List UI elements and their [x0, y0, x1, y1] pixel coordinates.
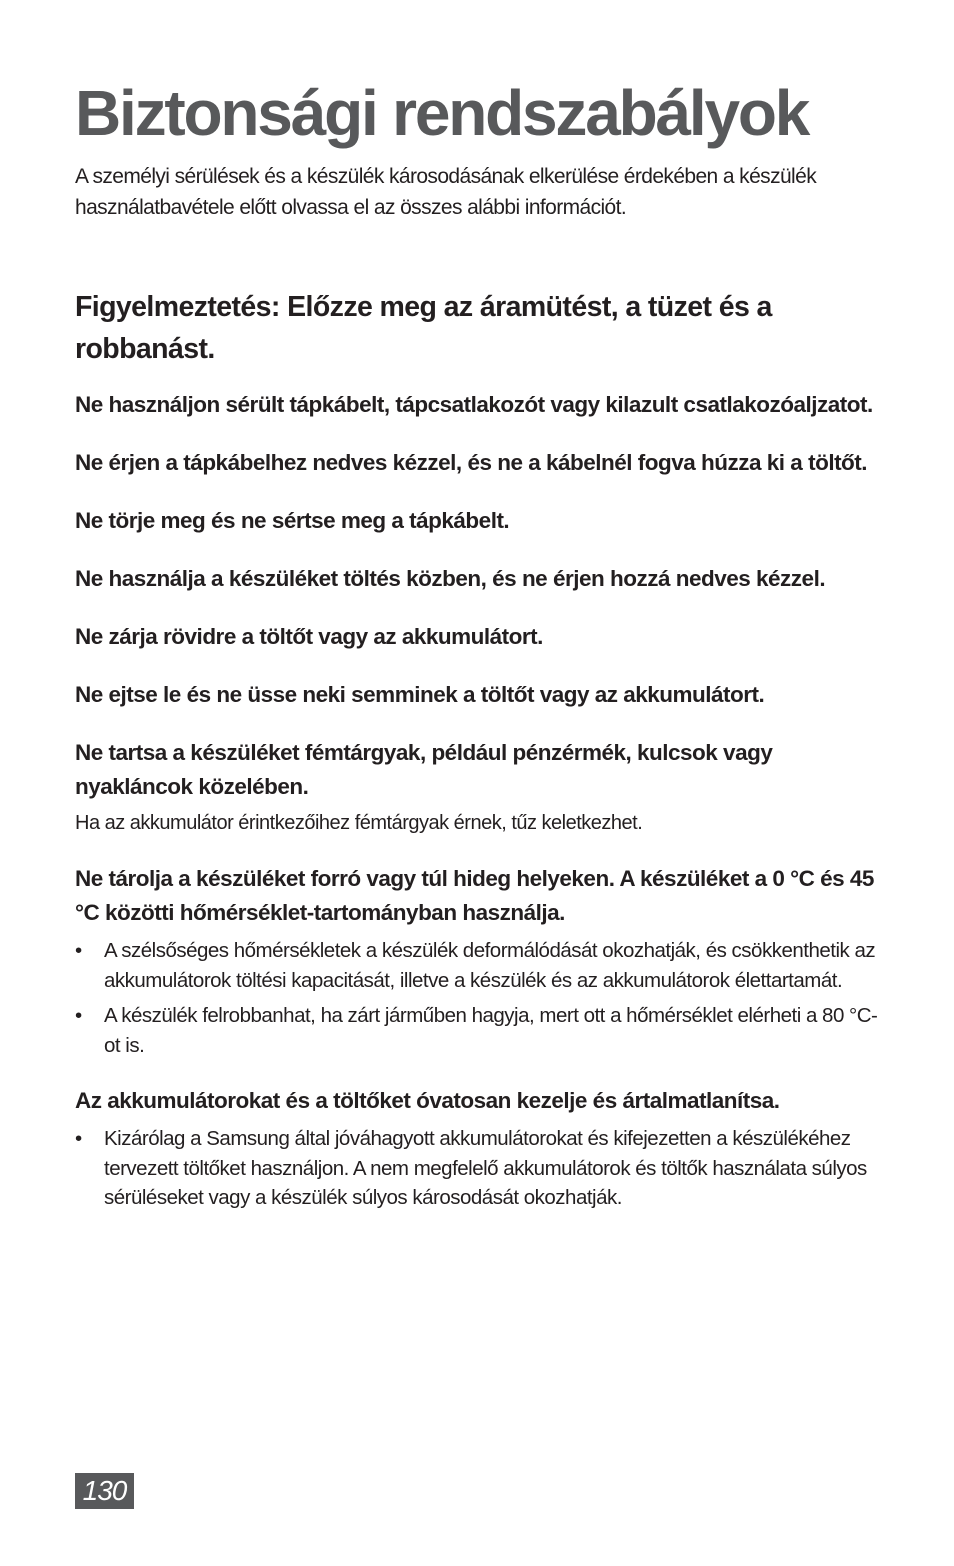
- section-heading: Figyelmeztetés: Előzze meg az áramütést, a tüzet és a robbanást.: [75, 291, 772, 365]
- rule-title: Ne tárolja a készüléket forró vagy túl hideg helyeken. A készüléket a 0 °C és 45 °C közötti hőmérséklet-tartományban használja.: [75, 866, 874, 925]
- rule-item: [75, 388, 885, 422]
- bullet-text: A készülék felrobbanhat, ha zárt járműben hagyja, mert ott a hőmérséklet elérheti a 80 °C-ot is.: [104, 1004, 878, 1057]
- rule-item: [75, 620, 885, 654]
- rule-item: [75, 504, 885, 538]
- rule-item: [75, 678, 885, 712]
- rules-list: [75, 388, 885, 1219]
- rule-title: Az akkumulátorokat és a töltőket óvatosan kezelje és ártalmatlanítsa.: [75, 1088, 780, 1113]
- rule-item: [75, 736, 885, 838]
- rule-item: [75, 862, 885, 1060]
- page-title: Biztonsági rendszabályok: [75, 77, 809, 149]
- bullet-item: [75, 1001, 885, 1060]
- rule-title: Ne zárja rövidre a töltőt vagy az akkumulátort.: [75, 624, 543, 649]
- rule-note: Ha az akkumulátor érintkezőihez fémtárgyak érnek, tűz keletkezhet.: [75, 812, 643, 834]
- page-number: 130: [75, 1473, 134, 1509]
- rule-item: [75, 1084, 885, 1213]
- rule-item: [75, 446, 885, 480]
- rule-title: Ne törje meg és ne sértse meg a tápkábelt.: [75, 508, 510, 533]
- bullet-icon: •: [75, 1004, 82, 1027]
- rule-title: Ne használja a készüléket töltés közben, és ne érjen hozzá nedves kézzel.: [75, 566, 826, 591]
- bullet-text: A szélsőséges hőmérsékletek a készülék deformálódását okozhatják, és csökkenthetik az akkumulátorok töltési kapacitását, illetve a készülék és az akkumulátorok élettartamát.: [104, 939, 876, 992]
- rule-title: Ne ejtse le és ne üsse neki semminek a töltőt vagy az akkumulátort.: [75, 682, 765, 707]
- rule-title: Ne érjen a tápkábelhez nedves kézzel, és ne a kábelnél fogva húzza ki a töltőt.: [75, 450, 868, 475]
- bullet-item: [75, 1124, 885, 1213]
- rule-item: [75, 562, 885, 596]
- bullet-item: [75, 936, 885, 995]
- rule-title: Ne használjon sérült tápkábelt, tápcsatlakozót vagy kilazult csatlakozóaljzatot.: [75, 392, 873, 417]
- bullet-list: [75, 1124, 885, 1213]
- bullet-icon: •: [75, 939, 82, 962]
- bullet-icon: •: [75, 1127, 82, 1150]
- bullet-text: Kizárólag a Samsung által jóváhagyott akkumulátorokat és kifejezetten a készülékéhez tervezett töltőket használjon. A nem megfelelő akkumulátorok és töltők használata súlyos sérüléseket vagy a készülék súlyos károsodását okozhatják.: [104, 1127, 867, 1209]
- intro-paragraph: A személyi sérülések és a készülék károsodásának elkerülése érdekében a készülék használatbavétele előtt olvassa el az összes alábbi információt.: [75, 165, 817, 219]
- bullet-list: [75, 936, 885, 1060]
- rule-title: Ne tartsa a készüléket fémtárgyak, például pénzérmék, kulcsok vagy nyakláncok közelében.: [75, 740, 773, 799]
